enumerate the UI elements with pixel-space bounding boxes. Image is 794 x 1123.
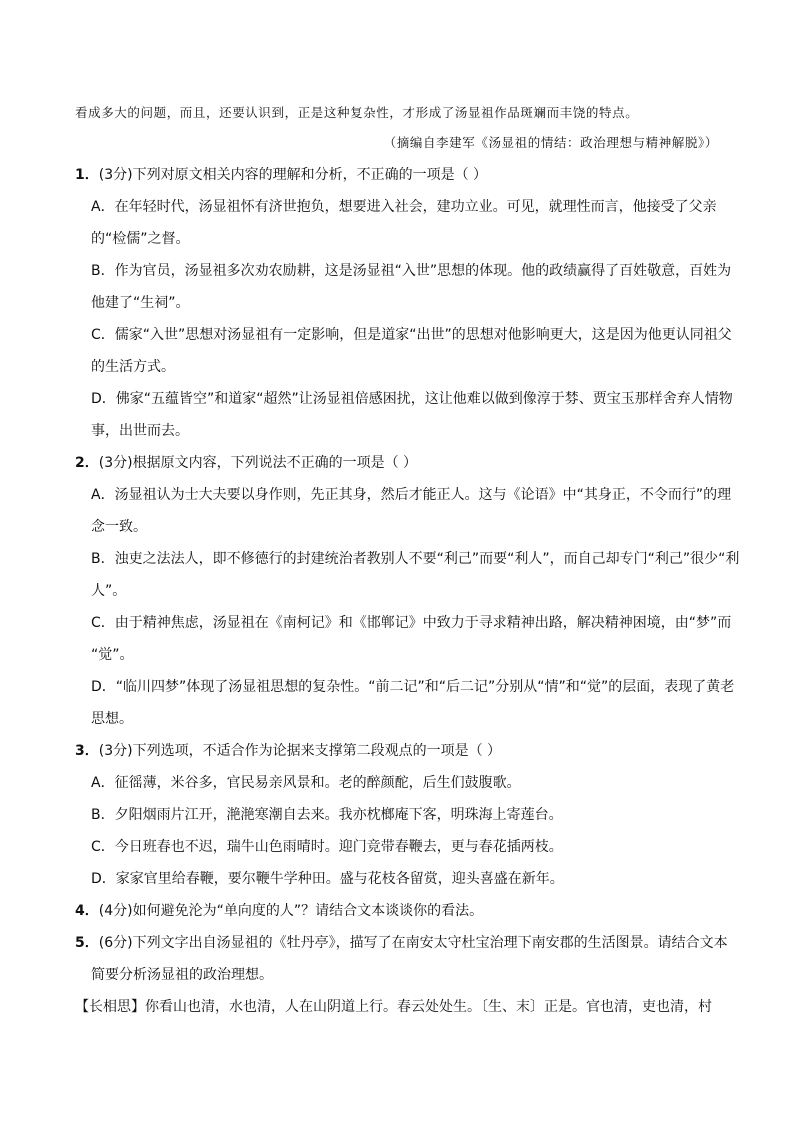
q2-option-a-line1: A．汤显祖认为士大夫要以身作则，先正其身，然后才能正人。这与《论语》中“其身正，不令而行”的理 [91, 487, 732, 503]
question-number: 5． [75, 935, 99, 951]
q3-option-a: A．征徭薄，米谷多，官民易亲风景和。老的醉颜酡，后生们鼓腹歌。 [91, 775, 521, 791]
q2-option-b-line1: B．浊吏之法法人，即不修德行的封建统治者教别人不要“利己”而要“利人”，而自己却专门“利己”很少“利 [91, 551, 740, 567]
question-stem: (6分)下列文字出自汤显祖的《牡丹亭》，描写了在南安太守杜宝治理下南安郡的生活图景。请结合文本 [98, 935, 728, 951]
question-stem: (3分)根据原文内容，下列说法不正确的一项是（ ） [98, 455, 418, 471]
q1-option-a-line1: A．在年轻时代，汤显祖怀有济世抱负，想要进入社会，建功立业。可见，就理性而言，他接受了父亲 [91, 199, 717, 215]
question-stem: (4分)如何避免沦为“单向度的人”？请结合文本谈谈你的看法。 [98, 903, 484, 919]
q2-option-c-line1: C．由于精神焦虑，汤显祖在《南柯记》和《邯郸记》中致力于寻求精神出路，解决精神困境，由“梦”而 [91, 615, 732, 631]
question-number: 1． [75, 167, 99, 183]
question-number: 3． [75, 743, 99, 759]
q3-option-b: B．夕阳烟雨片江开，滟滟寒潮自去来。我亦枕榔庵下客，明珠海上寄莲台。 [91, 807, 563, 823]
q1-option-c-line1: C．儒家“入世”思想对汤显祖有一定影响，但是道家“出世”的思想对他影响更大，这是因为他更认同祖父 [91, 327, 732, 343]
q1-option-d-line1: D．佛家“五蕴皆空”和道家“超然”让汤显祖倍感困扰，这让他难以做到像淳于棼、贾宝玉那样舍弃人情物 [91, 391, 733, 407]
passage-text: 【长相思】你看山也清，水也清，人在山阴道上行。春云处处生。〔生、末〕正是。官也清，吏也清，村 [75, 999, 712, 1015]
question-number: 2． [75, 455, 99, 471]
q2-option-b-line2: 人”。 [91, 583, 127, 599]
q1-option-a-line2: 的“检儒”之督。 [91, 231, 190, 247]
q1-option-d-line2: 事，出世而去。 [91, 423, 189, 439]
question-number: 4． [75, 903, 99, 919]
q2-option-a-line2: 念一致。 [91, 519, 147, 535]
q2-option-c-line2: “觉”。 [91, 647, 134, 663]
q3-option-c: C．今日班春也不迟，瑞牛山色雨晴时。迎门竞带春鞭去，更与春花插两枝。 [91, 839, 563, 855]
question-3 [75, 742, 501, 760]
question-1 [75, 166, 487, 184]
question-5 [75, 934, 728, 952]
q1-option-c-line2: 的生活方式。 [91, 359, 175, 375]
source-citation: （摘编自李建军《汤显祖的情结：政治理想与精神解脱》） [383, 135, 718, 150]
question-stem: (3分)下列对原文相关内容的理解和分析，不正确的一项是（ ） [98, 167, 488, 183]
q2-option-d-line1: D．“临川四梦”体现了汤显祖思想的复杂性。“前二记”和“后二记”分别从“情”和“觉”的层面，表现了黄老 [91, 679, 735, 695]
intro-tail-text: 看成多大的问题，而且，还要认识到，正是这种复杂性，才形成了汤显祖作品斑斓而丰饶的特点。 [75, 105, 639, 120]
question-5-stem-continuation: 简要分析汤显祖的政治理想。 [91, 967, 273, 983]
q3-option-d: D．家家官里给春鞭，要尔鞭牛学种田。盛与花枝各留赏，迎头喜盛在新年。 [91, 871, 564, 887]
q2-option-d-line2: 思想。 [91, 711, 133, 727]
q1-option-b-line1: B．作为官员，汤显祖多次劝农励耕，这是汤显祖“入世”思想的体现。他的政绩赢得了百姓敬意，百姓为 [91, 263, 732, 279]
question-stem: (3分)下列选项，不适合作为论据来支撑第二段观点的一项是（ ） [98, 743, 502, 759]
question-2 [75, 454, 417, 472]
q1-option-b-line2: 他建了“生祠”。 [91, 295, 190, 311]
question-4 [75, 902, 483, 920]
